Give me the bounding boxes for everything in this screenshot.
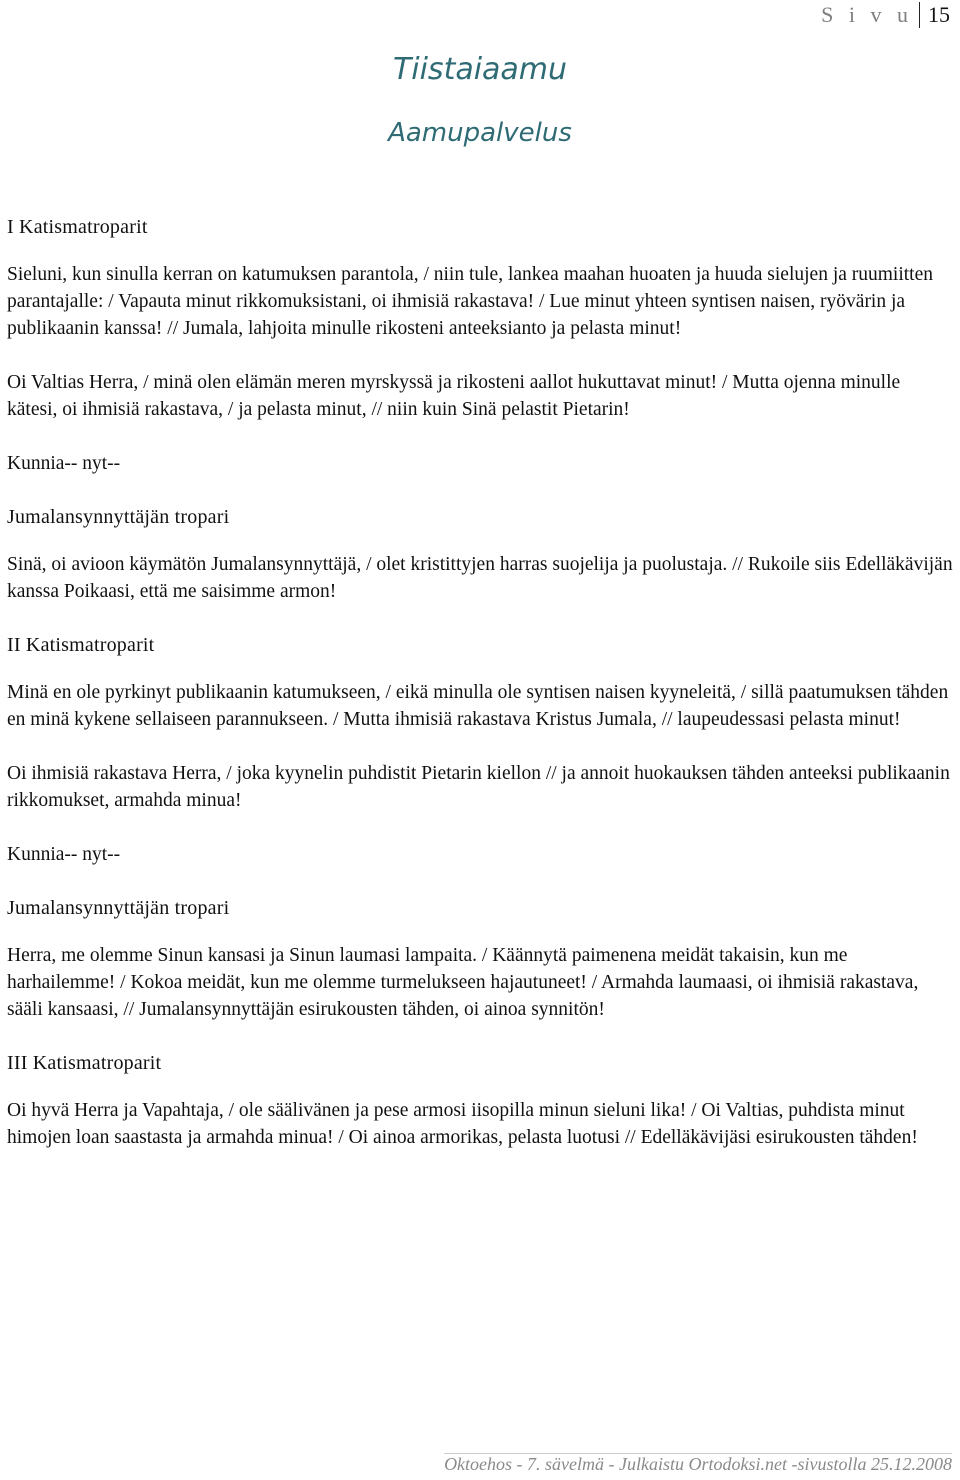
page-title: Tiistaiaamu xyxy=(392,52,568,87)
section-heading: III Katismatroparit xyxy=(7,1052,162,1074)
page-number-value: 15 xyxy=(928,2,950,27)
section-heading: II Katismatroparit xyxy=(7,634,155,656)
paragraph: Oi ihmisiä rakastava Herra, / joka kyynelin puhdistit Pietarin kiellon // ja annoit huokauksen tähden anteeksi publikaanin rikkomukset, armahda minua! xyxy=(7,763,950,811)
page-label: S i v u xyxy=(821,2,913,27)
paragraph: Herra, me olemme Sinun kansasi ja Sinun laumasi lampaita. / Käännytä paimenena meidät takaisin, kun me harhailemme! / Kokoa meidät, kun me olemme turmelukseen hajautuneet! / Armahda laumaasi, oi ihmisiä rakastava, sääli kansaasi, // Jumalansynnyttäjän esirukousten tähden, oi ainoa synnitön! xyxy=(7,945,919,1020)
document-body xyxy=(7,214,953,1178)
page-footer: Oktoehos - 7. sävelmä - Julkaistu Ortodoksi.net -sivustolla 25.12.2008 xyxy=(444,1453,952,1480)
section-heading: I Katismatroparit xyxy=(7,216,148,238)
paragraph: Oi hyvä Herra ja Vapahtaja, / ole säälivänen ja pese armosi iisopilla minun sieluni lika! / Oi Valtias, puhdista minut himojen loan saastasta ja armahda minua! / Oi ainoa armorikas, pelasta luotusi // Edelläkävijäsi esirukousten tähden! xyxy=(7,1100,918,1148)
paragraph: Sieluni, kun sinulla kerran on katumuksen parantola, / niin tule, lankea maahan huoaten ja huuda sielujen ja ruumiitten parantajalle: / Vapauta minut rikkomuksistani, oi ihmisiä rakastava! / Lue minut yhteen syntisen naisen, ryövärin ja publikaanin kanssa! // Jumala, lahjoita minulle rikosteni anteeksianto ja pelasta minut! xyxy=(7,264,934,339)
paragraph: Oi Valtias Herra, / minä olen elämän meren myrskyssä ja rikosteni aallot hukuttavat minut! / Mutta ojenna minulle kätesi, oi ihmisiä rakastava, / ja pelasta minut, // niin kuin Sinä pelastit Pietarin! xyxy=(7,372,901,420)
page-number-divider xyxy=(919,2,920,28)
paragraph: Minä en ole pyrkinyt publikaanin katumukseen, / eikä minulla ole syntisen naisen kyyneleitä, / sillä paatumuksen tähden en minä kykene sellaiseen parannukseen. / Mutta ihmisiä rakastava Kristus Jumala, // laupeudessasi pelasta minut! xyxy=(7,682,949,730)
page-subtitle: Aamupalvelus xyxy=(388,118,572,148)
paragraph: Kunnia-- nyt-- xyxy=(7,844,121,865)
paragraph: Sinä, oi avioon käymätön Jumalansynnyttäjä, / olet kristittyjen harras suojelija ja puolustaja. // Rukoile siis Edelläkävijän kanssa Poikaasi, että me saisimme armon! xyxy=(7,554,953,602)
section-heading: Jumalansynnyttäjän tropari xyxy=(7,897,230,919)
section-heading: Jumalansynnyttäjän tropari xyxy=(7,506,230,528)
paragraph: Kunnia-- nyt-- xyxy=(7,453,121,474)
page-number xyxy=(821,0,950,30)
